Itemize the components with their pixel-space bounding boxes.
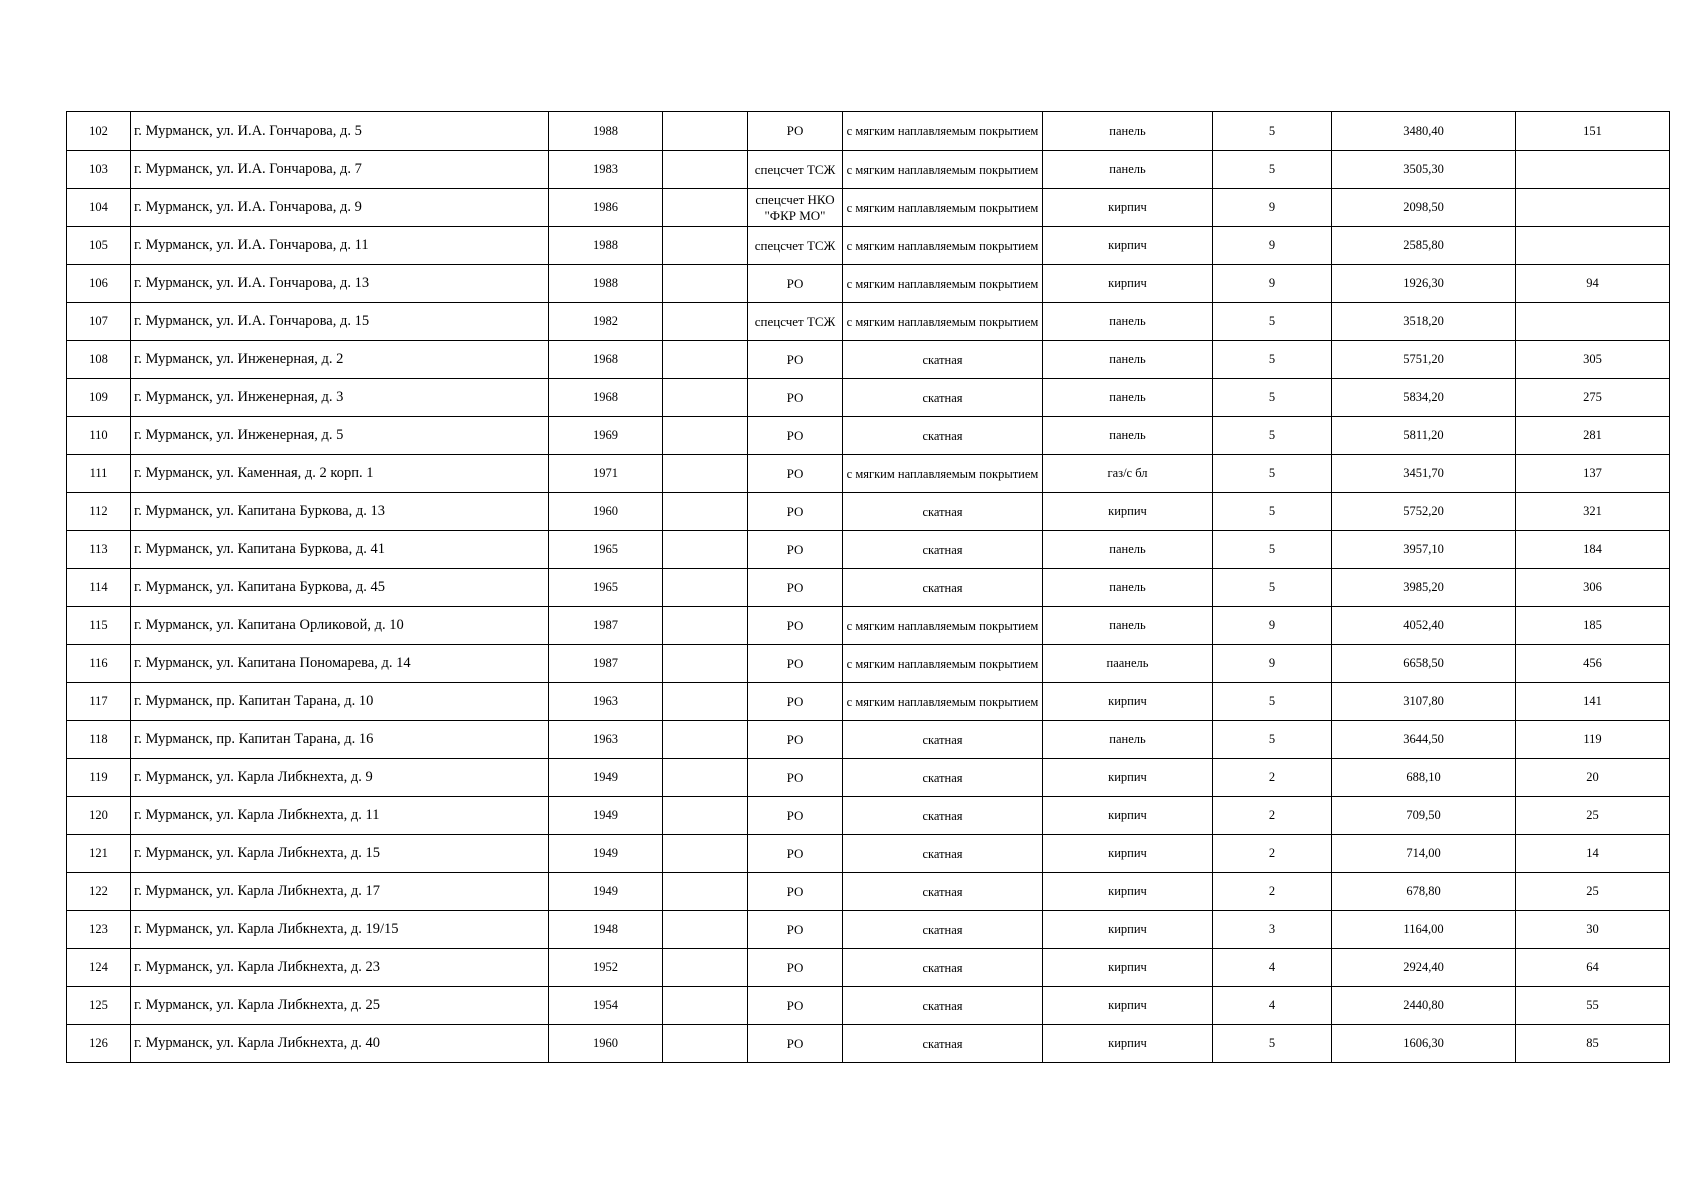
roof-type-cell: с мягким наплавляемым покрытием [843, 189, 1043, 227]
empty-cell [663, 873, 748, 911]
fund-method-cell: РО [748, 112, 843, 151]
empty-cell [663, 759, 748, 797]
empty-cell [663, 797, 748, 835]
table-row [67, 1025, 1670, 1063]
address-cell: г. Мурманск, ул. Карла Либкнехта, д. 19/15 [131, 911, 549, 949]
address-cell: г. Мурманск, ул. Инженерная, д. 3 [131, 379, 549, 417]
floors-cell: 2 [1213, 759, 1332, 797]
area-cell: 3644,50 [1332, 721, 1516, 759]
roof-type-cell: скатная [843, 493, 1043, 531]
address-cell: г. Мурманск, ул. И.А. Гончарова, д. 13 [131, 265, 549, 303]
year-built-cell: 1949 [549, 873, 663, 911]
fund-method-cell: РО [748, 987, 843, 1025]
count-cell: 184 [1516, 531, 1670, 569]
row-number-cell: 112 [67, 493, 131, 531]
empty-cell [663, 645, 748, 683]
area-cell: 1164,00 [1332, 911, 1516, 949]
year-built-cell: 1988 [549, 112, 663, 151]
floors-cell: 5 [1213, 379, 1332, 417]
table-row [67, 949, 1670, 987]
row-number-cell: 108 [67, 341, 131, 379]
row-number-cell: 119 [67, 759, 131, 797]
fund-method-cell: РО [748, 797, 843, 835]
floors-cell: 9 [1213, 227, 1332, 265]
roof-type-cell: скатная [843, 1025, 1043, 1063]
table-row [67, 379, 1670, 417]
year-built-cell: 1952 [549, 949, 663, 987]
roof-type-cell: скатная [843, 417, 1043, 455]
count-cell: 137 [1516, 455, 1670, 493]
fund-method-cell: РО [748, 607, 843, 645]
fund-method-cell: РО [748, 531, 843, 569]
table-row [67, 683, 1670, 721]
roof-type-cell: скатная [843, 569, 1043, 607]
row-number-cell: 123 [67, 911, 131, 949]
area-cell: 2585,80 [1332, 227, 1516, 265]
area-cell: 714,00 [1332, 835, 1516, 873]
address-cell: г. Мурманск, ул. И.А. Гончарова, д. 11 [131, 227, 549, 265]
year-built-cell: 1988 [549, 265, 663, 303]
table-row [67, 531, 1670, 569]
row-number-cell: 122 [67, 873, 131, 911]
table-row [67, 455, 1670, 493]
count-cell [1516, 189, 1670, 227]
area-cell: 1926,30 [1332, 265, 1516, 303]
floors-cell: 5 [1213, 151, 1332, 189]
count-cell: 55 [1516, 987, 1670, 1025]
fund-method-cell: РО [748, 379, 843, 417]
row-number-cell: 120 [67, 797, 131, 835]
year-built-cell: 1968 [549, 341, 663, 379]
row-number-cell: 115 [67, 607, 131, 645]
table-row [67, 341, 1670, 379]
floors-cell: 5 [1213, 721, 1332, 759]
empty-cell [663, 835, 748, 873]
table-row [67, 797, 1670, 835]
floors-cell: 2 [1213, 835, 1332, 873]
empty-cell [663, 265, 748, 303]
wall-material-cell: панель [1043, 569, 1213, 607]
wall-material-cell: кирпич [1043, 797, 1213, 835]
table-row [67, 759, 1670, 797]
address-cell: г. Мурманск, ул. И.А. Гончарова, д. 5 [131, 112, 549, 151]
count-cell: 321 [1516, 493, 1670, 531]
area-cell: 5811,20 [1332, 417, 1516, 455]
roof-type-cell: скатная [843, 873, 1043, 911]
year-built-cell: 1987 [549, 607, 663, 645]
fund-method-cell: спецсчет ТСЖ [748, 303, 843, 341]
year-built-cell: 1982 [549, 303, 663, 341]
year-built-cell: 1971 [549, 455, 663, 493]
year-built-cell: 1986 [549, 189, 663, 227]
count-cell: 25 [1516, 797, 1670, 835]
table-row [67, 835, 1670, 873]
year-built-cell: 1963 [549, 683, 663, 721]
wall-material-cell: панель [1043, 151, 1213, 189]
count-cell: 14 [1516, 835, 1670, 873]
area-cell: 5834,20 [1332, 379, 1516, 417]
wall-material-cell: кирпич [1043, 911, 1213, 949]
address-cell: г. Мурманск, ул. Карла Либкнехта, д. 40 [131, 1025, 549, 1063]
count-cell [1516, 227, 1670, 265]
count-cell: 119 [1516, 721, 1670, 759]
fund-method-cell: РО [748, 265, 843, 303]
year-built-cell: 1987 [549, 645, 663, 683]
table-row [67, 151, 1670, 189]
area-cell: 3480,40 [1332, 112, 1516, 151]
row-number-cell: 124 [67, 949, 131, 987]
count-cell: 25 [1516, 873, 1670, 911]
fund-method-cell: РО [748, 949, 843, 987]
area-cell: 2440,80 [1332, 987, 1516, 1025]
count-cell [1516, 303, 1670, 341]
row-number-cell: 117 [67, 683, 131, 721]
address-cell: г. Мурманск, ул. Карла Либкнехта, д. 17 [131, 873, 549, 911]
year-built-cell: 1948 [549, 911, 663, 949]
area-cell: 3985,20 [1332, 569, 1516, 607]
area-cell: 5751,20 [1332, 341, 1516, 379]
empty-cell [663, 531, 748, 569]
area-cell: 3107,80 [1332, 683, 1516, 721]
address-cell: г. Мурманск, ул. Инженерная, д. 2 [131, 341, 549, 379]
year-built-cell: 1988 [549, 227, 663, 265]
wall-material-cell: кирпич [1043, 189, 1213, 227]
roof-type-cell: с мягким наплавляемым покрытием [843, 607, 1043, 645]
count-cell: 275 [1516, 379, 1670, 417]
address-cell: г. Мурманск, ул. Капитана Орликовой, д. 10 [131, 607, 549, 645]
row-number-cell: 106 [67, 265, 131, 303]
area-cell: 688,10 [1332, 759, 1516, 797]
area-cell: 678,80 [1332, 873, 1516, 911]
count-cell: 94 [1516, 265, 1670, 303]
row-number-cell: 114 [67, 569, 131, 607]
roof-type-cell: скатная [843, 835, 1043, 873]
area-cell: 1606,30 [1332, 1025, 1516, 1063]
wall-material-cell: кирпич [1043, 873, 1213, 911]
wall-material-cell: кирпич [1043, 265, 1213, 303]
address-cell: г. Мурманск, ул. Капитана Пономарева, д. 14 [131, 645, 549, 683]
roof-type-cell: с мягким наплавляемым покрытием [843, 151, 1043, 189]
floors-cell: 9 [1213, 607, 1332, 645]
table-row [67, 227, 1670, 265]
year-built-cell: 1949 [549, 835, 663, 873]
wall-material-cell: кирпич [1043, 987, 1213, 1025]
floors-cell: 4 [1213, 987, 1332, 1025]
fund-method-cell: РО [748, 911, 843, 949]
wall-material-cell: газ/с бл [1043, 455, 1213, 493]
empty-cell [663, 721, 748, 759]
wall-material-cell: кирпич [1043, 227, 1213, 265]
address-cell: г. Мурманск, ул. И.А. Гончарова, д. 15 [131, 303, 549, 341]
year-built-cell: 1954 [549, 987, 663, 1025]
empty-cell [663, 569, 748, 607]
count-cell: 85 [1516, 1025, 1670, 1063]
empty-cell [663, 1025, 748, 1063]
roof-type-cell: с мягким наплавляемым покрытием [843, 227, 1043, 265]
area-cell: 4052,40 [1332, 607, 1516, 645]
address-cell: г. Мурманск, ул. Каменная, д. 2 корп. 1 [131, 455, 549, 493]
table-row [67, 607, 1670, 645]
address-cell: г. Мурманск, ул. Карла Либкнехта, д. 9 [131, 759, 549, 797]
floors-cell: 5 [1213, 531, 1332, 569]
count-cell: 30 [1516, 911, 1670, 949]
address-cell: г. Мурманск, ул. Капитана Буркова, д. 41 [131, 531, 549, 569]
roof-type-cell: скатная [843, 531, 1043, 569]
table-row [67, 569, 1670, 607]
roof-type-cell: скатная [843, 721, 1043, 759]
row-number-cell: 103 [67, 151, 131, 189]
empty-cell [663, 303, 748, 341]
table-row [67, 303, 1670, 341]
roof-type-cell: скатная [843, 797, 1043, 835]
count-cell: 141 [1516, 683, 1670, 721]
area-cell: 6658,50 [1332, 645, 1516, 683]
area-cell: 3957,10 [1332, 531, 1516, 569]
address-cell: г. Мурманск, ул. Карла Либкнехта, д. 11 [131, 797, 549, 835]
floors-cell: 5 [1213, 455, 1332, 493]
area-cell: 2098,50 [1332, 189, 1516, 227]
area-cell: 3451,70 [1332, 455, 1516, 493]
row-number-cell: 109 [67, 379, 131, 417]
floors-cell: 9 [1213, 645, 1332, 683]
fund-method-cell: РО [748, 759, 843, 797]
row-number-cell: 121 [67, 835, 131, 873]
floors-cell: 9 [1213, 265, 1332, 303]
address-cell: г. Мурманск, ул. Карла Либкнехта, д. 15 [131, 835, 549, 873]
wall-material-cell: кирпич [1043, 835, 1213, 873]
floors-cell: 2 [1213, 797, 1332, 835]
year-built-cell: 1983 [549, 151, 663, 189]
wall-material-cell: панель [1043, 303, 1213, 341]
table-body [67, 112, 1670, 1063]
table-row [67, 645, 1670, 683]
count-cell: 305 [1516, 341, 1670, 379]
row-number-cell: 126 [67, 1025, 131, 1063]
roof-type-cell: скатная [843, 341, 1043, 379]
address-cell: г. Мурманск, ул. Капитана Буркова, д. 13 [131, 493, 549, 531]
fund-method-cell: РО [748, 645, 843, 683]
empty-cell [663, 189, 748, 227]
area-cell: 5752,20 [1332, 493, 1516, 531]
roof-type-cell: с мягким наплавляемым покрытием [843, 112, 1043, 151]
wall-material-cell: панель [1043, 112, 1213, 151]
row-number-cell: 116 [67, 645, 131, 683]
floors-cell: 4 [1213, 949, 1332, 987]
area-cell: 3505,30 [1332, 151, 1516, 189]
address-cell: г. Мурманск, пр. Капитан Тарана, д. 16 [131, 721, 549, 759]
year-built-cell: 1963 [549, 721, 663, 759]
table-row [67, 911, 1670, 949]
floors-cell: 5 [1213, 303, 1332, 341]
fund-method-cell: РО [748, 569, 843, 607]
wall-material-cell: панель [1043, 607, 1213, 645]
year-built-cell: 1965 [549, 569, 663, 607]
roof-type-cell: с мягким наплавляемым покрытием [843, 683, 1043, 721]
wall-material-cell: панель [1043, 531, 1213, 569]
area-cell: 2924,40 [1332, 949, 1516, 987]
fund-method-cell: РО [748, 873, 843, 911]
roof-type-cell: с мягким наплавляемым покрытием [843, 303, 1043, 341]
wall-material-cell: панель [1043, 341, 1213, 379]
roof-type-cell: с мягким наплавляемым покрытием [843, 265, 1043, 303]
table-row [67, 873, 1670, 911]
roof-type-cell: с мягким наплавляемым покрытием [843, 645, 1043, 683]
table-row [67, 189, 1670, 227]
address-cell: г. Мурманск, ул. Карла Либкнехта, д. 25 [131, 987, 549, 1025]
floors-cell: 9 [1213, 189, 1332, 227]
empty-cell [663, 683, 748, 721]
table-row [67, 112, 1670, 151]
fund-method-cell: РО [748, 455, 843, 493]
floors-cell: 5 [1213, 683, 1332, 721]
fund-method-cell: РО [748, 1025, 843, 1063]
count-cell: 306 [1516, 569, 1670, 607]
fund-method-cell: РО [748, 493, 843, 531]
year-built-cell: 1965 [549, 531, 663, 569]
address-cell: г. Мурманск, ул. И.А. Гончарова, д. 9 [131, 189, 549, 227]
row-number-cell: 104 [67, 189, 131, 227]
roof-type-cell: скатная [843, 949, 1043, 987]
wall-material-cell: панель [1043, 417, 1213, 455]
empty-cell [663, 949, 748, 987]
table-row [67, 721, 1670, 759]
count-cell: 185 [1516, 607, 1670, 645]
count-cell [1516, 151, 1670, 189]
floors-cell: 5 [1213, 417, 1332, 455]
roof-type-cell: с мягким наплавляемым покрытием [843, 455, 1043, 493]
address-cell: г. Мурманск, ул. И.А. Гончарова, д. 7 [131, 151, 549, 189]
address-cell: г. Мурманск, ул. Инженерная, д. 5 [131, 417, 549, 455]
empty-cell [663, 151, 748, 189]
wall-material-cell: кирпич [1043, 683, 1213, 721]
fund-method-cell: спецсчет НКО "ФКР МО" [748, 189, 843, 227]
roof-type-cell: скатная [843, 759, 1043, 797]
count-cell: 20 [1516, 759, 1670, 797]
empty-cell [663, 227, 748, 265]
address-cell: г. Мурманск, ул. Капитана Буркова, д. 45 [131, 569, 549, 607]
table-row [67, 493, 1670, 531]
count-cell: 281 [1516, 417, 1670, 455]
floors-cell: 3 [1213, 911, 1332, 949]
year-built-cell: 1960 [549, 493, 663, 531]
fund-method-cell: спецсчет ТСЖ [748, 227, 843, 265]
wall-material-cell: кирпич [1043, 1025, 1213, 1063]
empty-cell [663, 607, 748, 645]
row-number-cell: 102 [67, 112, 131, 151]
empty-cell [663, 112, 748, 151]
fund-method-cell: РО [748, 721, 843, 759]
roof-type-cell: скатная [843, 987, 1043, 1025]
wall-material-cell: кирпич [1043, 759, 1213, 797]
row-number-cell: 118 [67, 721, 131, 759]
fund-method-cell: РО [748, 341, 843, 379]
count-cell: 151 [1516, 112, 1670, 151]
empty-cell [663, 455, 748, 493]
year-built-cell: 1968 [549, 379, 663, 417]
roof-type-cell: скатная [843, 379, 1043, 417]
address-cell: г. Мурманск, ул. Карла Либкнехта, д. 23 [131, 949, 549, 987]
wall-material-cell: панель [1043, 379, 1213, 417]
count-cell: 64 [1516, 949, 1670, 987]
year-built-cell: 1960 [549, 1025, 663, 1063]
floors-cell: 2 [1213, 873, 1332, 911]
empty-cell [663, 987, 748, 1025]
floors-cell: 5 [1213, 341, 1332, 379]
row-number-cell: 110 [67, 417, 131, 455]
fund-method-cell: РО [748, 683, 843, 721]
year-built-cell: 1969 [549, 417, 663, 455]
count-cell: 456 [1516, 645, 1670, 683]
floors-cell: 5 [1213, 1025, 1332, 1063]
empty-cell [663, 341, 748, 379]
empty-cell [663, 911, 748, 949]
roof-type-cell: скатная [843, 911, 1043, 949]
row-number-cell: 111 [67, 455, 131, 493]
row-number-cell: 125 [67, 987, 131, 1025]
year-built-cell: 1949 [549, 797, 663, 835]
fund-method-cell: спецсчет ТСЖ [748, 151, 843, 189]
floors-cell: 5 [1213, 493, 1332, 531]
row-number-cell: 107 [67, 303, 131, 341]
fund-method-cell: РО [748, 417, 843, 455]
table-row [67, 265, 1670, 303]
housing-registry-table [66, 111, 1670, 1063]
area-cell: 3518,20 [1332, 303, 1516, 341]
wall-material-cell: кирпич [1043, 493, 1213, 531]
wall-material-cell: панель [1043, 721, 1213, 759]
row-number-cell: 113 [67, 531, 131, 569]
area-cell: 709,50 [1332, 797, 1516, 835]
address-cell: г. Мурманск, пр. Капитан Тарана, д. 10 [131, 683, 549, 721]
empty-cell [663, 417, 748, 455]
table-row [67, 987, 1670, 1025]
year-built-cell: 1949 [549, 759, 663, 797]
empty-cell [663, 379, 748, 417]
row-number-cell: 105 [67, 227, 131, 265]
wall-material-cell: паанель [1043, 645, 1213, 683]
floors-cell: 5 [1213, 112, 1332, 151]
empty-cell [663, 493, 748, 531]
table-row [67, 417, 1670, 455]
wall-material-cell: кирпич [1043, 949, 1213, 987]
fund-method-cell: РО [748, 835, 843, 873]
floors-cell: 5 [1213, 569, 1332, 607]
